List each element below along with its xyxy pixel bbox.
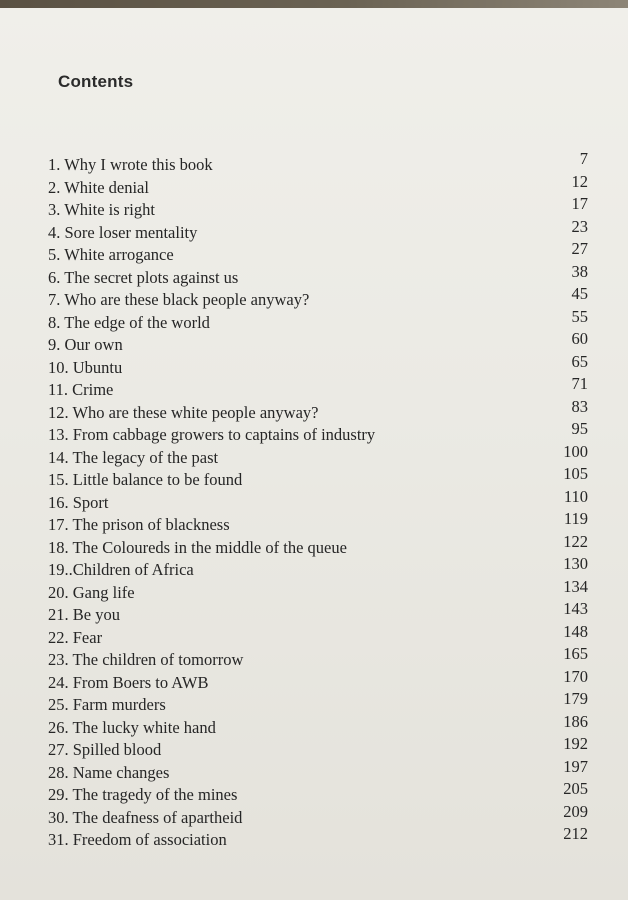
toc-entry-page: 192 [563,734,588,753]
toc-entry-title: 17. The prison of blackness [48,515,230,534]
toc-entry-page: 95 [571,419,588,438]
top-shadow-band [0,0,628,8]
page-title: Contents [58,72,134,91]
toc-entry-row [48,374,588,402]
toc-entry-title: 5. White arrogance [48,245,174,264]
toc-entry-page: 23 [571,216,588,236]
toc-entry-title: 20. Gang life [48,582,135,602]
toc-entry-page: 165 [563,644,588,663]
toc-entry-page: 122 [563,531,588,551]
toc-entry-page: 110 [563,486,588,506]
toc-entry-row [48,396,588,425]
toc-entry-page: 119 [563,509,588,528]
toc-entry-row [48,171,588,200]
toc-entry-title: 25. Farm murders [48,695,166,714]
toc-entry-title: 8. The edge of the world [48,312,210,332]
toc-entry-title: 27. Spilled blood [48,740,162,759]
toc-entry-page: 60 [571,329,588,348]
toc-entry-title: 12. Who are these white people anyway? [48,402,319,422]
toc-entry-page: 205 [563,779,588,798]
toc-entry-title: 16. Sport [48,492,109,512]
table-of-contents [48,149,588,852]
toc-entry-page: 27 [571,239,588,258]
toc-entry-row [48,689,588,717]
toc-entry-title: 31. Freedom of association [48,830,227,849]
toc-entry-title: 21. Be you [48,605,120,624]
toc-entry-row [48,261,588,290]
toc-entry-title: 4. Sore loser mentality [48,222,198,242]
toc-entry-row [48,554,588,582]
toc-entry-row [48,419,588,447]
toc-entry-row [48,621,588,650]
toc-entry-page: 38 [571,261,588,281]
toc-entry-row [48,216,588,245]
toc-entry-page: 55 [571,306,588,326]
toc-entry-row [48,756,588,785]
toc-entry-title: 22. Fear [48,627,103,647]
toc-entry-row [48,801,588,830]
toc-entry-page: 45 [571,284,588,303]
toc-entry-row [48,329,588,357]
toc-entry-page: 105 [563,464,588,483]
toc-entry-title: 13. From cabbage growers to captains of industry [48,425,376,444]
toc-entry-row [48,779,588,807]
toc-entry-page: 71 [571,374,588,393]
toc-entry-page: 130 [563,554,588,573]
toc-entry-page: 100 [563,441,588,461]
toc-entry-row [48,464,588,492]
toc-entry-page: 134 [563,576,588,596]
toc-entry-page: 7 [579,149,588,168]
toc-entry-row [48,441,588,470]
toc-entry-page: 179 [563,689,588,708]
toc-entry-page: 12 [571,171,588,191]
toc-entry-title: 18. The Coloureds in the middle of the queue [48,537,347,557]
toc-entry-title: 19..Children of Africa [48,560,194,579]
toc-entry-title: 24. From Boers to AWB [48,672,209,692]
toc-entry-row [48,644,588,672]
toc-entry-title: 2. White denial [48,177,149,197]
toc-entry-row [48,284,588,312]
toc-entry-title: 9. Our own [48,335,123,354]
toc-entry-row [48,239,588,267]
toc-entry-title: 14. The legacy of the past [48,447,219,467]
toc-entry-title: 1. Why I wrote this book [48,155,213,174]
toc-entry-page: 197 [563,756,588,776]
toc-entry-title: 15. Little balance to be found [48,470,243,489]
toc-entry-row [48,194,588,222]
toc-entry-row [48,734,588,762]
toc-entry-row [48,149,588,177]
toc-entry-title: 10. Ubuntu [48,357,123,377]
toc-entry-row [48,824,588,852]
toc-entry-title: 26. The lucky white hand [48,717,216,737]
toc-entry-row [48,531,588,560]
toc-entry-title: 23. The children of tomorrow [48,650,244,669]
toc-entry-row [48,486,588,515]
toc-entry-row [48,666,588,695]
toc-entry-row [48,351,588,380]
toc-entry-title: 7. Who are these black people anyway? [48,290,310,309]
toc-entry-row [48,599,588,627]
toc-entry-title: 29. The tragedy of the mines [48,785,238,804]
toc-entry-page: 17 [571,194,588,213]
toc-entry-page: 83 [571,396,588,416]
toc-entry-title: 6. The secret plots against us [48,267,239,287]
toc-entry-page: 143 [563,599,588,618]
toc-entry-title: 30. The deafness of apartheid [48,807,243,827]
toc-entry-title: 11. Crime [48,380,114,399]
toc-entry-row [48,306,588,335]
toc-entry-page: 209 [563,801,588,821]
toc-entry-row [48,711,588,740]
toc-entry-page: 148 [563,621,588,641]
toc-entry-row [48,576,588,605]
toc-entry-page: 65 [571,351,588,371]
toc-entry-title: 3. White is right [48,200,155,219]
toc-entry-page: 170 [563,666,588,686]
toc-entry-row [48,509,588,537]
toc-entry-page: 186 [563,711,588,731]
toc-entry-title: 28. Name changes [48,762,170,782]
toc-entry-page: 212 [563,824,588,843]
